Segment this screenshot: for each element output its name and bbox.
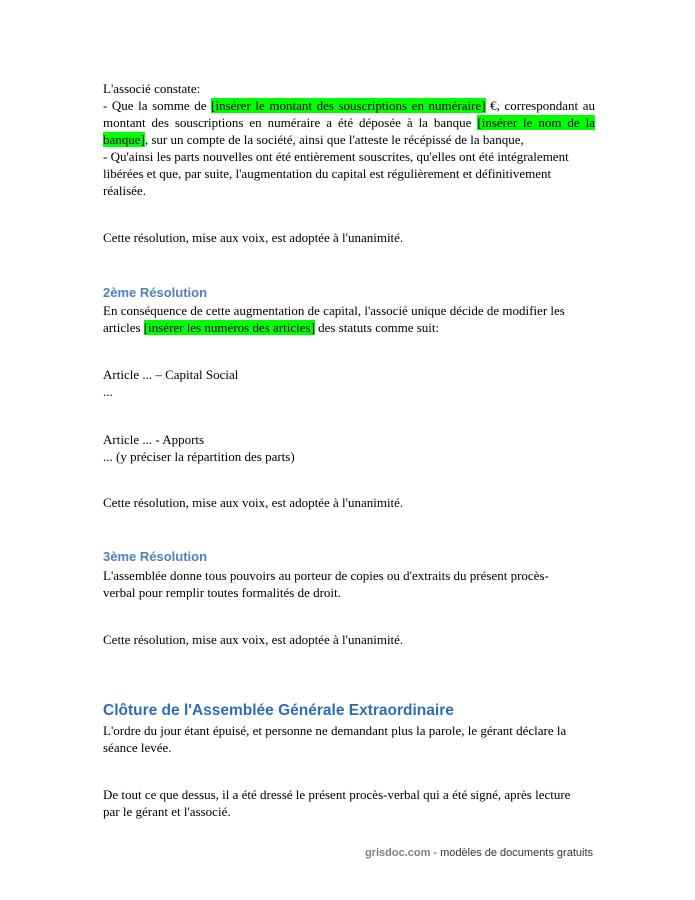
placeholder-highlight: [insérer le nom de la bbox=[477, 115, 595, 130]
resolution-1-body bbox=[103, 80, 595, 199]
resolution-2-body bbox=[103, 302, 595, 336]
paragraph-line: En conséquence de cette augmentation de capital, l'associé unique décide de modifier les bbox=[103, 303, 565, 318]
paragraph-line: réalisée. bbox=[103, 183, 146, 198]
placeholder-highlight: banque] bbox=[103, 132, 145, 147]
paragraph-line: séance levée. bbox=[103, 740, 172, 755]
paragraph-line: libérées et que, par suite, l'augmentation du capital est régulièrement et définitivement bbox=[103, 166, 552, 181]
adoption-text: Cette résolution, mise aux voix, est adoptée à l'unanimité. bbox=[103, 632, 404, 647]
adoption-statement bbox=[103, 229, 595, 246]
paragraph-line bbox=[103, 131, 595, 148]
text-segment: €, correspondant au bbox=[485, 98, 595, 113]
text-segment: , sur un compte de la société, ainsi que l'atteste le récépissé de la banque, bbox=[144, 132, 524, 147]
resolution-2-heading: 2ème Résolution bbox=[103, 285, 208, 300]
paragraph-line bbox=[103, 97, 595, 114]
resolution-3-heading: 3ème Résolution bbox=[103, 549, 208, 564]
paragraph-line: verbal pour remplir toutes formalités de droit. bbox=[103, 585, 341, 600]
adoption-text: Cette résolution, mise aux voix, est adoptée à l'unanimité. bbox=[103, 495, 404, 510]
paragraph-line: L'associé constate: bbox=[103, 81, 201, 96]
placeholder-highlight: [insérer les numéros des articles] bbox=[143, 320, 315, 335]
text-segment: des statuts comme suit: bbox=[314, 320, 440, 335]
text-segment: montant des souscriptions en numéraire a été déposée à la banque bbox=[103, 115, 478, 130]
article-title: Article ... - Apports bbox=[103, 432, 205, 447]
closing-heading: Clôture de l'Assemblée Générale Extraordinaire bbox=[103, 702, 454, 719]
article-body: ... bbox=[103, 384, 113, 399]
footer-brand: grisdoc.com bbox=[364, 847, 431, 859]
closing-paragraph-1 bbox=[103, 722, 595, 756]
resolution-3-body bbox=[103, 567, 595, 601]
adoption-text: Cette résolution, mise aux voix, est adoptée à l'unanimité. bbox=[103, 230, 404, 245]
page-footer bbox=[365, 847, 593, 859]
adoption-statement bbox=[103, 631, 595, 648]
closing-paragraph-2 bbox=[103, 786, 595, 820]
paragraph-line: L'ordre du jour étant épuisé, et personne ne demandant plus la parole, le gérant déclare la bbox=[103, 723, 567, 738]
text-segment: articles bbox=[103, 320, 144, 335]
adoption-statement bbox=[103, 494, 595, 511]
text-segment: - Que la somme de bbox=[103, 98, 212, 113]
paragraph-line: L'assemblée donne tous pouvoirs au porteur de copies ou d'extraits du présent procès- bbox=[103, 568, 549, 583]
paragraph-line: - Qu'ainsi les parts nouvelles ont été entièrement souscrites, qu'elles ont été intégralement bbox=[103, 149, 569, 164]
placeholder-highlight: [insérer le montant des souscriptions en numéraire] bbox=[211, 98, 486, 113]
paragraph-line: De tout ce que dessus, il a été dressé le présent procès-verbal qui a été signé, après lecture bbox=[103, 787, 571, 802]
article-apports bbox=[103, 431, 595, 465]
paragraph-line bbox=[103, 319, 595, 336]
paragraph-line: par le gérant et l'associé. bbox=[103, 804, 231, 819]
article-title: Article ... – Capital Social bbox=[103, 367, 239, 382]
article-body: ... (y préciser la répartition des parts) bbox=[103, 449, 295, 464]
paragraph-line bbox=[103, 114, 595, 131]
footer-tagline: - modèles de documents gratuits bbox=[430, 847, 593, 859]
article-capital bbox=[103, 366, 595, 400]
